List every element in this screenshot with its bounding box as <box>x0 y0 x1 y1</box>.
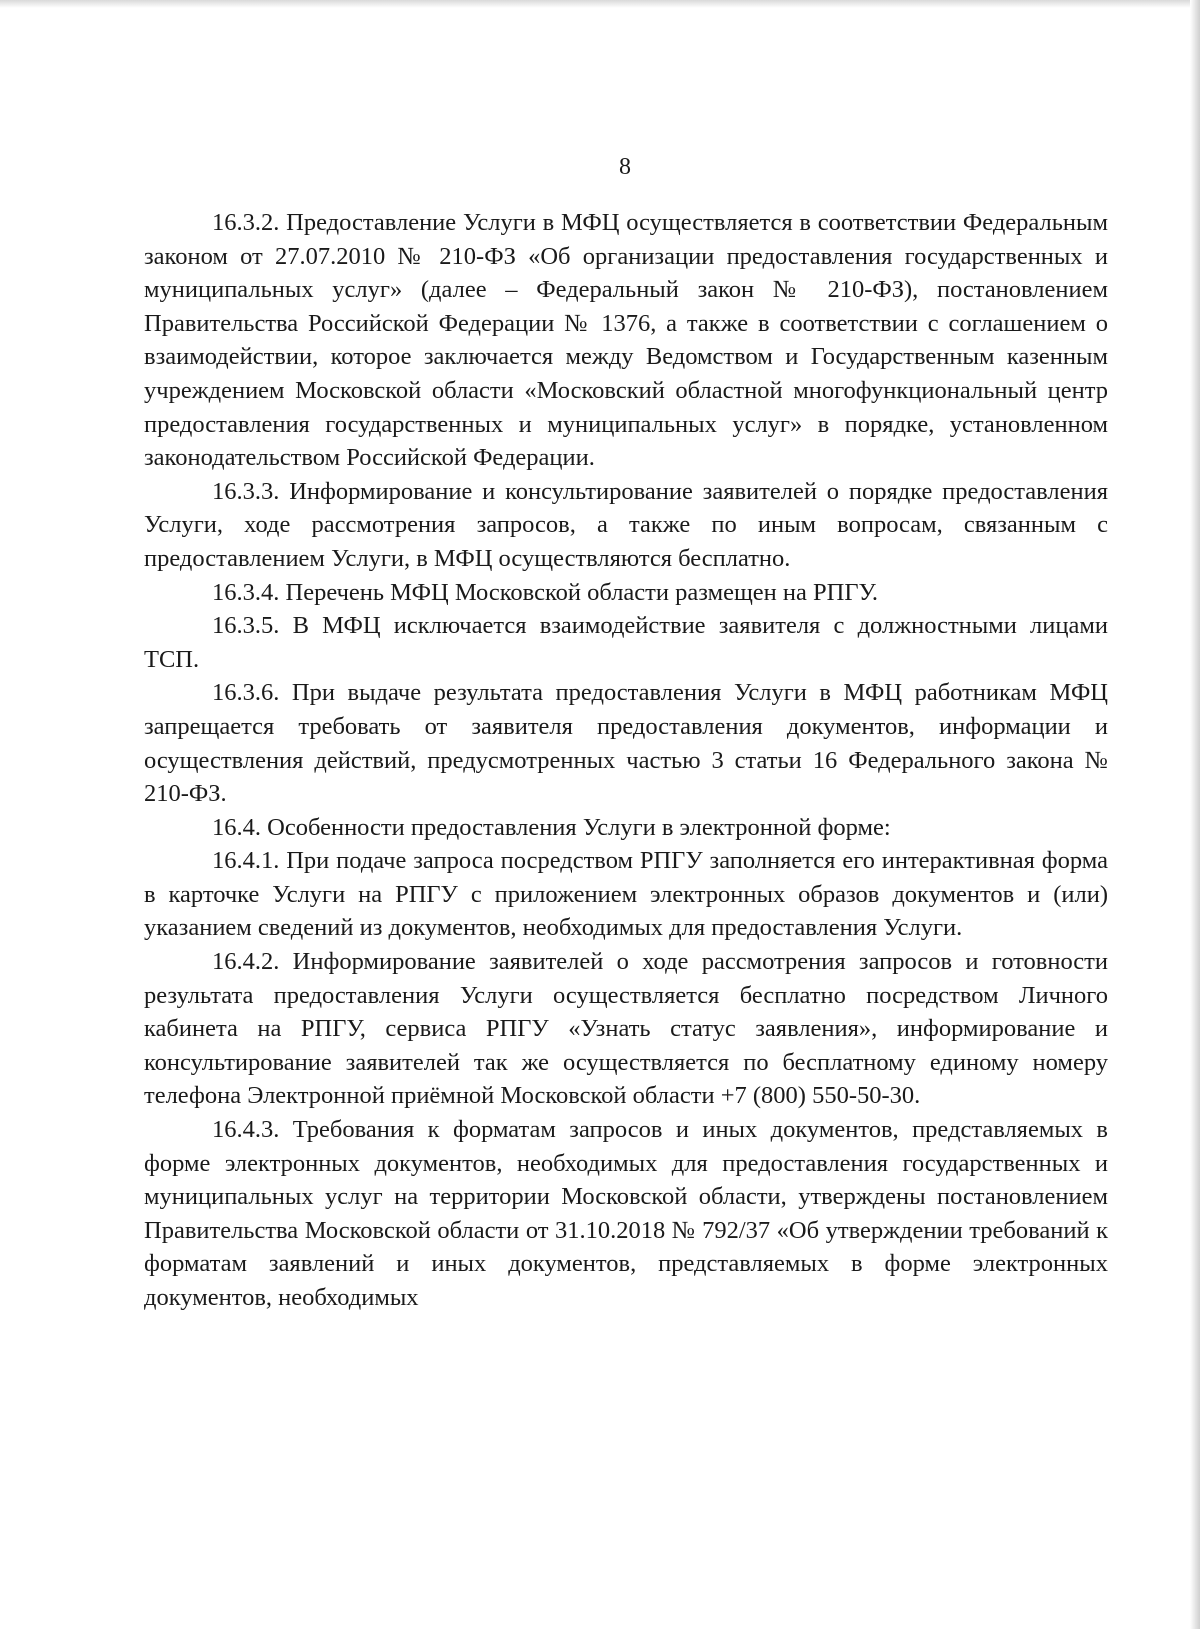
scan-edge-top <box>0 0 1200 8</box>
document-body <box>144 206 1108 1315</box>
paragraph-16-3-3: 16.3.3. Информирование и консультирование заявителей о порядке предоставления Услуги, ходе рассмотрения запросов, а также по иным вопросам, связанным с предоставлением Услуги, в МФЦ осуществляются бесплатно. <box>144 477 1108 572</box>
paragraph-16-3-6: 16.3.6. При выдаче результата предоставления Услуги в МФЦ работникам МФЦ запрещается требовать от заявителя предоставления документов, информации и осуществления действий, предусмотренных частью 3 статьи 16 Федерального закона № 210-ФЗ. <box>144 679 1108 808</box>
paragraph-16-3-2: 16.3.2. Предоставление Услуги в МФЦ осуществляется в соответствии Федеральным законом от 27.07.2010 № 210-ФЗ «Об организации предоставления государственных и муниципальных услуг» (далее – Федеральный закон № 210-ФЗ), постановлением Правительства Российской Федерации № 1376, а также в соответствии с соглашением о взаимодействии, которое заключается между Ведомством и Государственным казенным учреждением Московской области «Московский областной многофункциональный центр предоставления государственных и муниципальных услуг» в порядке, установленном законодательством Российской Федерации. <box>144 209 1108 472</box>
paragraph-16-4-3: 16.4.3. Требования к форматам запросов и иных документов, представляемых в форме электронных документов, необходимых для предоставления государственных и муниципальных услуг на территории Московской области, утверждены постановлением Правительства Московской области от 31.10.2018 № 792/37 «Об утверждении требований к форматам заявлений и иных документов, представляемых в форме электронных документов, необходимых <box>144 1116 1108 1311</box>
scan-edge-right <box>1190 0 1200 1629</box>
paragraph-16-3-4: 16.3.4. Перечень МФЦ Московской области размещен на РПГУ. <box>212 578 878 606</box>
page-number: 8 <box>619 154 631 180</box>
paragraph-16-4-1: 16.4.1. При подаче запроса посредством РПГУ заполняется его интерактивная форма в карточке Услуги на РПГУ с приложением электронных образов документов и (или) указанием сведений из документов, необходимых для предоставления Услуги. <box>144 847 1108 942</box>
paragraph-16-3-5: 16.3.5. В МФЦ исключается взаимодействие заявителя с должностными лицами ТСП. <box>144 612 1108 673</box>
paragraph-16-4-2: 16.4.2. Информирование заявителей о ходе рассмотрения запросов и готовности результата предоставления Услуги осуществляется бесплатно посредством Личного кабинета на РПГУ, сервиса РПГУ «Узнать статус заявления», информирование и консультирование заявителей так же осуществляется по бесплатному единому номеру телефона Электронной приёмной Московской области +7 (800) 550-50-30. <box>144 948 1108 1110</box>
paragraph-16-4: 16.4. Особенности предоставления Услуги в электронной форме: <box>212 813 891 841</box>
